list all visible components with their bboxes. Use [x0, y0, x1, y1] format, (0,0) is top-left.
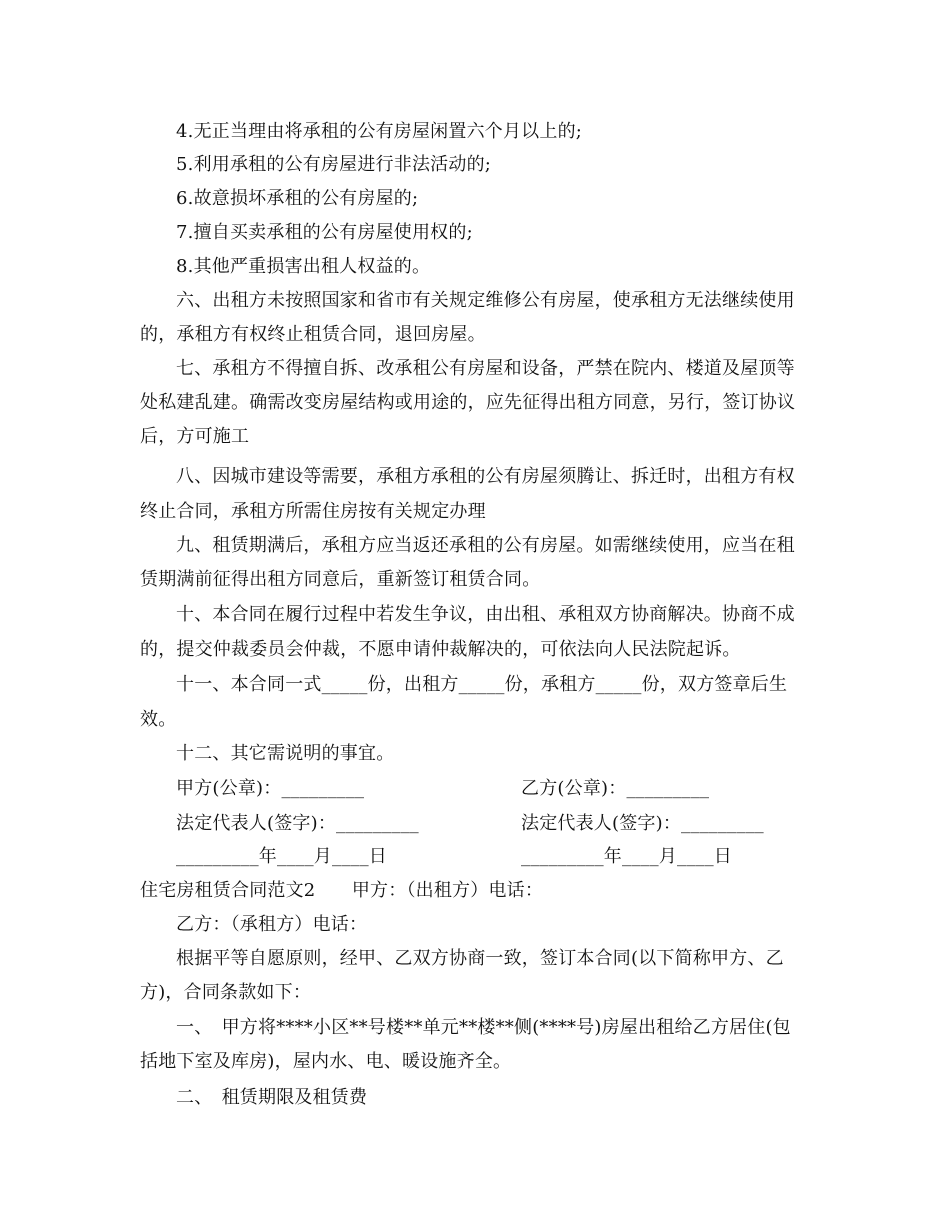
clause-six-line-2: 的，承租方有权终止租赁合同，退回房屋。 [140, 324, 486, 345]
intro-line-2: 方)，合同条款如下： [140, 982, 312, 1003]
clause-nine-line-1: 九、租赁期满后，承租方应当返还承租的公有房屋。如需继续使用，应当在租 [176, 535, 795, 556]
clause-twelve: 十二、其它需说明的事宜。 [176, 743, 395, 764]
clause-two-heading: 二、 租赁期限及租赁费 [176, 1087, 368, 1108]
clause-seven-line-1: 七、承租方不得擅自拆、改承租公有房屋和设备，严禁在院内、楼道及屋顶等 [176, 358, 795, 379]
clause-one-line-2: 括地下室及库房)，屋内水、电、暖设施齐全。 [140, 1051, 512, 1072]
clause-ten-line-2: 的，提交仲裁委员会仲裁，不愿申请仲裁解决的，可依法向人民法院起诉。 [140, 639, 741, 660]
party-b-representative: 法定代表人(签字)：_________ [521, 813, 764, 834]
clause-seven-line-2: 处私建乱建。确需改变房屋结构或用途的，应先征得出租方同意，另行，签订协议 [140, 392, 796, 413]
clause-ten-line-1: 十、本合同在履行过程中若发生争议，由出租、承租双方协商解决。协商不成 [176, 604, 795, 625]
clause-one-line-1: 一、 甲方将****小区**号楼**单元**楼**侧(****号)房屋出租给乙方居住(包 [176, 1017, 791, 1038]
party-a-seal: 甲方(公章)：_________ [176, 778, 365, 799]
second-contract-heading: 住宅房租赁合同范文2 甲方：（出租方）电话： [140, 880, 544, 901]
party-b-seal: 乙方(公章)：_________ [521, 778, 710, 799]
clause-eight-line-1: 八、因城市建设等需要，承租方承租的公有房屋须腾让、拆迁时，出租方有权 [176, 466, 795, 487]
clause-nine-line-2: 赁期满前征得出租方同意后，重新签订租赁合同。 [140, 569, 541, 590]
intro-line-1: 根据平等自愿原则，经甲、乙双方协商一致，签订本合同(以下简称甲方、乙 [176, 948, 784, 969]
party-a-date: _________年____月____日 [176, 846, 387, 867]
lessee-line: 乙方：（承租方）电话： [176, 914, 368, 935]
clause-item-8: 8.其他严重损害出租人权益的。 [176, 256, 431, 277]
party-a-representative: 法定代表人(签字)：_________ [176, 813, 419, 834]
clause-eight-line-2: 终止合同，承租方所需住房按有关规定办理 [140, 501, 486, 522]
clause-item-6: 6.故意损坏承租的公有房屋的; [176, 188, 419, 209]
clause-item-5: 5.利用承租的公有房屋进行非法活动的; [176, 154, 492, 175]
clause-six-line-1: 六、出租方未按照国家和省市有关规定维修公有房屋，使承租方无法继续使用 [176, 290, 795, 311]
clause-eleven-line-1: 十一、本合同一式_____份，出租方_____份，承租方_____份，双方签章后生 [176, 674, 788, 695]
party-b-date: _________年____月____日 [521, 846, 732, 867]
clause-seven-line-3: 后，方可施工 [140, 426, 250, 447]
clause-item-7: 7.擅自买卖承租的公有房屋使用权的; [176, 222, 473, 243]
clause-eleven-line-2: 效。 [140, 709, 177, 730]
clause-item-4: 4.无正当理由将承租的公有房屋闲置六个月以上的; [176, 121, 583, 142]
